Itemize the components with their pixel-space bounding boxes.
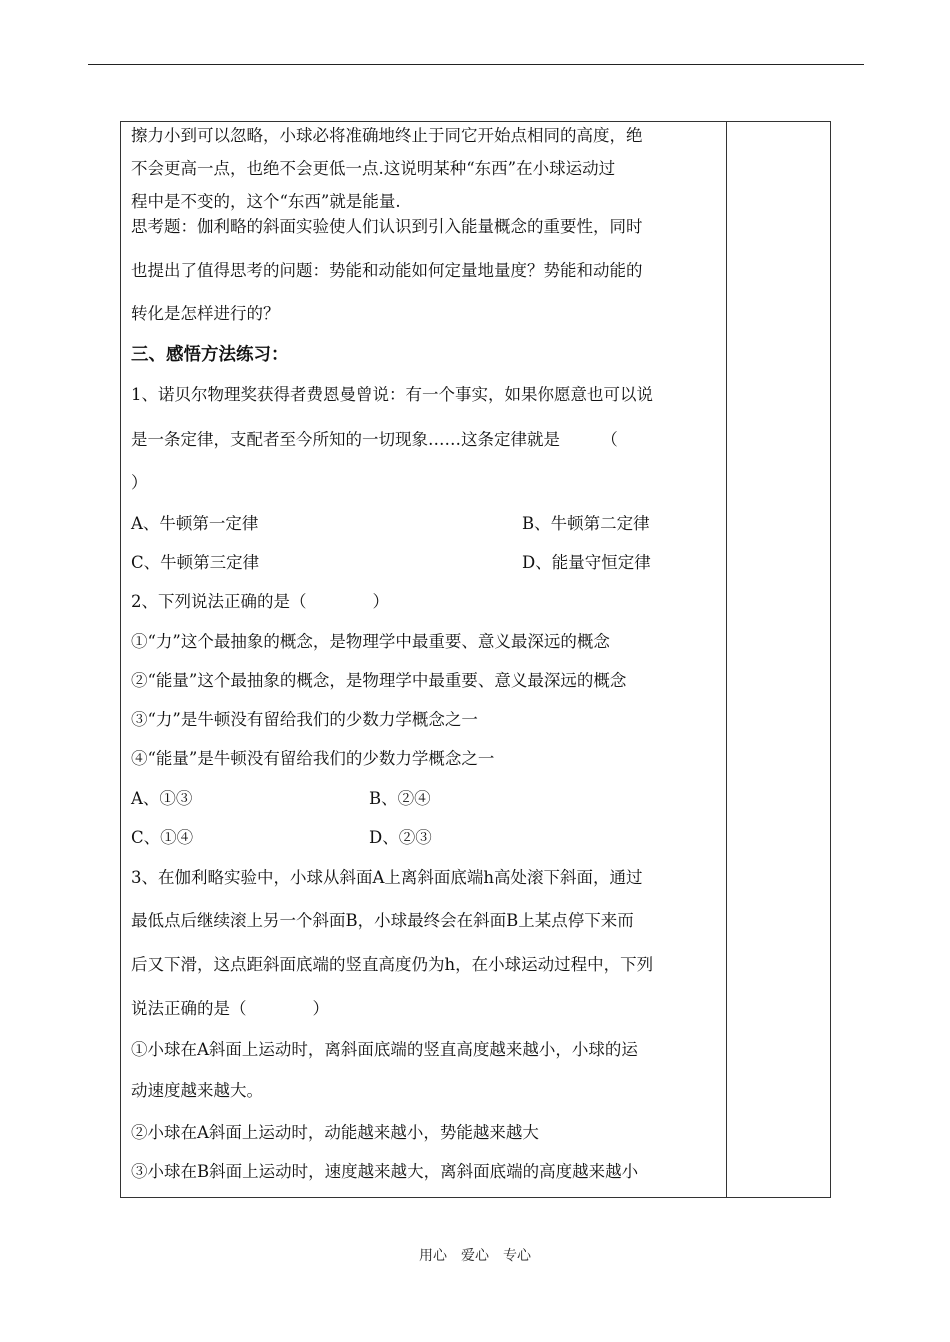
option-b: B、②④ [369,789,431,808]
option-d: D、能量守恒定律 [522,553,651,572]
text-line: 擦力小到可以忽略，小球必将准确地终止于同它开始点相同的高度，绝 [131,126,643,145]
question-3-line: 最低点后继续滚上另一个斜面B，小球最终会在斜面B上某点停下来而 [131,911,634,930]
question-3-line: 说法正确的是（ ） [131,999,329,1018]
text-line: 程中是不变的，这个“东西”就是能量. [131,192,401,211]
question-1-line: 是一条定律，支配者至今所知的一切现象……这条定律就是 （ [131,430,618,449]
statement-line: ④“能量”是牛顿没有留给我们的少数力学概念之一 [131,749,495,768]
section-heading: 三、感悟方法练习： [131,345,289,365]
table-column-divider [726,121,727,1198]
question-2-line: 2、下列说法正确的是（ ） [131,592,389,611]
statement-line: ②“能量”这个最抽象的概念，是物理学中最重要、意义最深远的概念 [131,671,627,690]
question-1-line: ） [131,473,148,492]
option-b: B、牛顿第二定律 [522,514,650,533]
statement-line: 动速度越来越大。 [131,1081,263,1100]
question-3-line: 后又下滑，这点距斜面底端的竖直高度仍为h，在小球运动过程中，下列 [131,955,654,974]
statement-line: ③小球在B斜面上运动时，速度越来越大，离斜面底端的高度越来越小 [131,1162,639,1181]
header-rule [88,64,864,65]
option-a: A、①③ [131,789,193,808]
option-a: A、牛顿第一定律 [131,514,259,533]
question-1-line: 1、诺贝尔物理奖获得者费恩曼曾说：有一个事实，如果你愿意也可以说 [131,385,653,404]
statement-line: ②小球在A斜面上运动时，动能越来越小，势能越来越大 [131,1123,539,1142]
statement-line: ①“力”这个最抽象的概念，是物理学中最重要、意义最深远的概念 [131,632,610,651]
option-d: D、②③ [369,828,432,847]
option-c: C、①④ [131,828,194,847]
text-line: 不会更高一点，也绝不会更低一点.这说明某种“东西”在小球运动过 [131,159,616,178]
question-3-line: 3、在伽利略实验中，小球从斜面A上离斜面底端h高处滚下斜面，通过 [131,868,643,887]
page-footer: 用心 爱心 专心 [419,1248,531,1264]
option-c: C、牛顿第三定律 [131,553,260,572]
statement-line: ③“力”是牛顿没有留给我们的少数力学概念之一 [131,710,478,729]
text-line: 转化是怎样进行的？ [131,304,280,323]
text-line: 思考题：伽利略的斜面实验使人们认识到引入能量概念的重要性，同时 [131,217,643,236]
statement-line: ①小球在A斜面上运动时，离斜面底端的竖直高度越来越小，小球的运 [131,1040,638,1059]
text-line: 也提出了值得思考的问题：势能和动能如何定量地量度？势能和动能的 [131,261,643,280]
